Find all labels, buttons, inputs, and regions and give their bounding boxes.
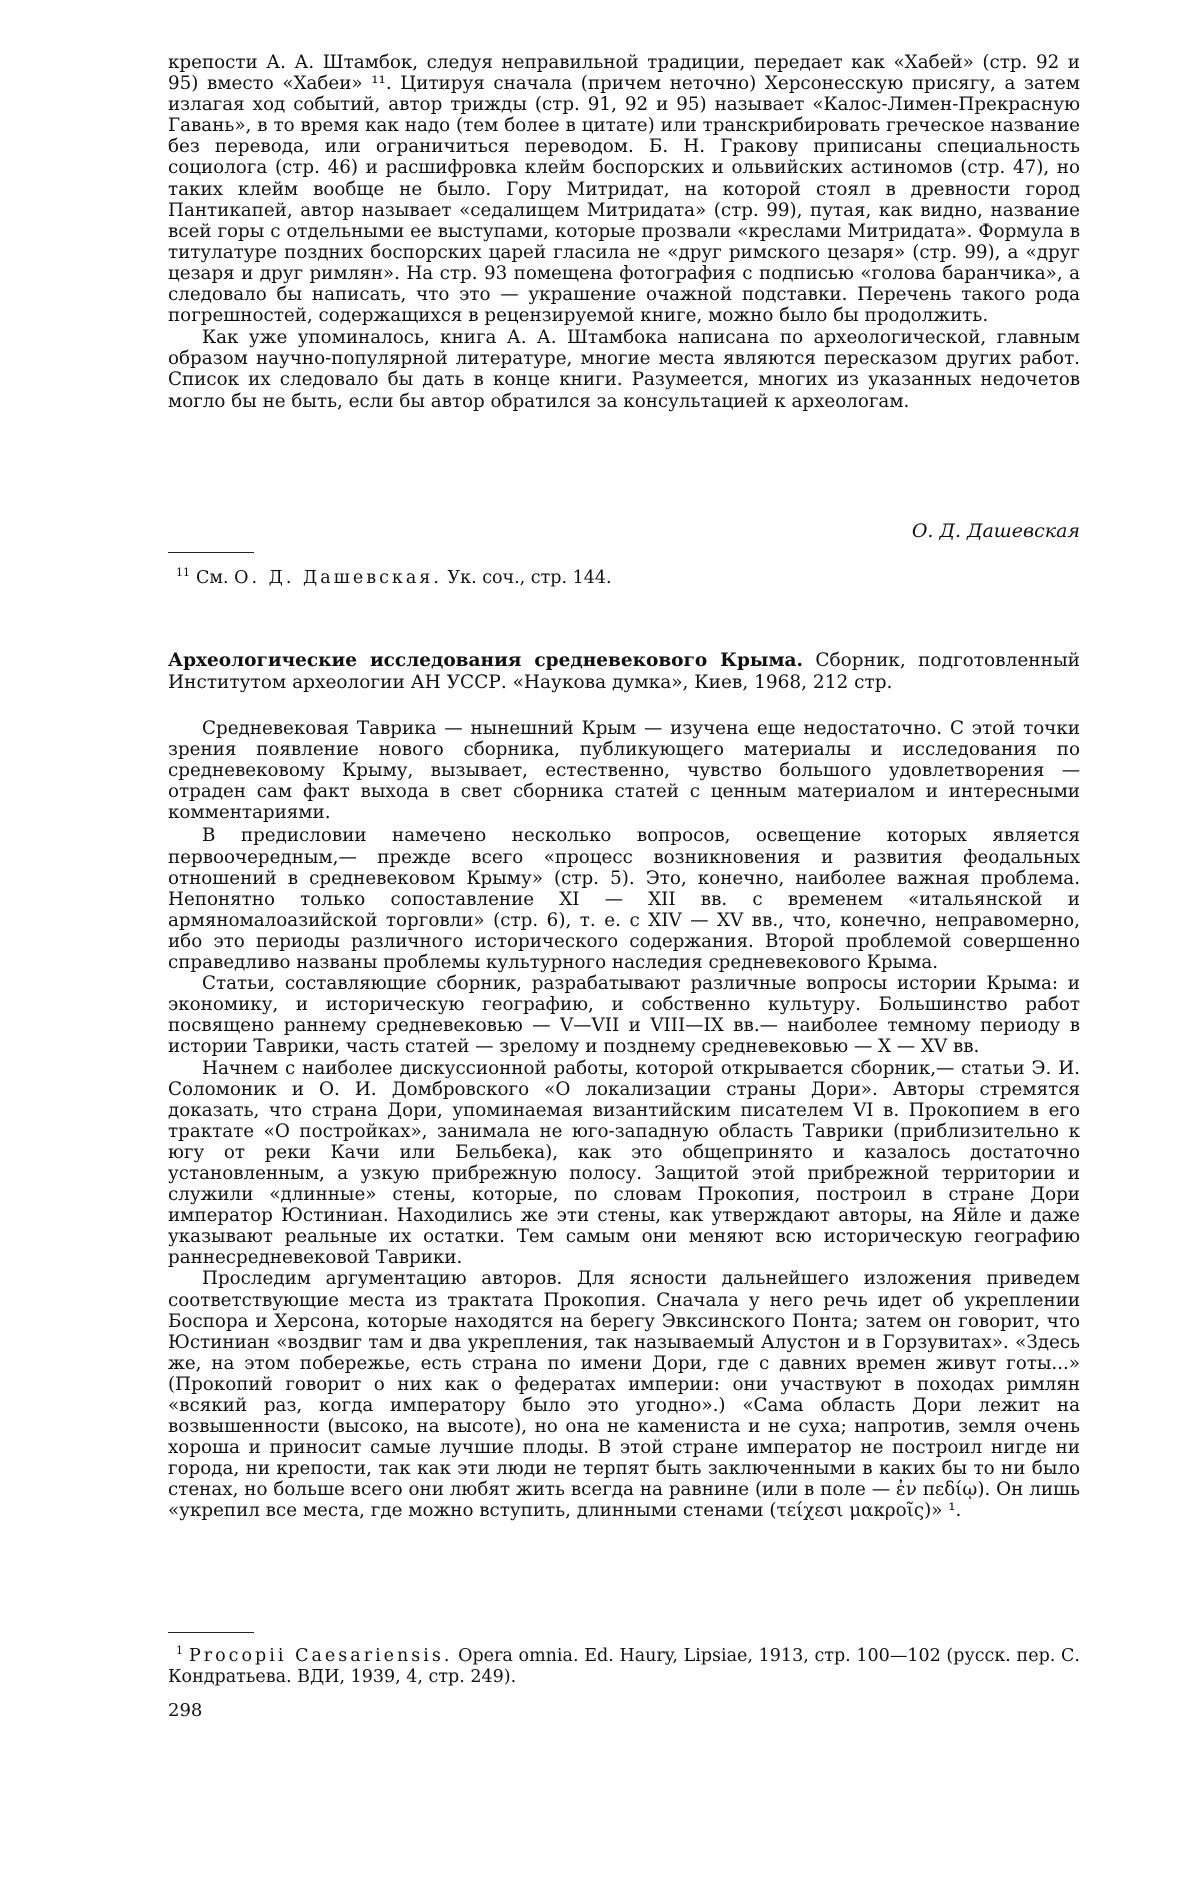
footnote-author: О. Д. Дашевская.: [234, 567, 442, 588]
footnote-text: Ук. соч., стр. 144.: [447, 567, 612, 588]
continued-review-text: [168, 52, 1080, 412]
footnote-mark: 1: [176, 1644, 183, 1657]
review-heading: [168, 650, 1080, 694]
footnote: [168, 1640, 1080, 1688]
footnote-mark: 11: [176, 566, 190, 579]
body-paragraph: В предисловии намечено несколько вопросов, освещение которых является первоочередным,— прежде всего «процесс возникновения и развития феодальных отношений в средневековом Крыму» (стр. 5). Это, конечно, наиболее важная проблема. Непонятно только сопоставление XI — XII вв. с временем «итальянской и армяномалоазийской торговли» (стр. 6), т. е. с XIV — XV вв., что, конечно, неправомерно, ибо это периоды различного исторического содержания. Второй проблемой совершенно справедливо названы проблемы культурного наследия средневекового Крыма.: [168, 825, 1080, 974]
footnote: [168, 562, 1080, 589]
body-paragraph: Как уже упоминалось, книга А. А. Штамбока написана по археологической, главным образом научно-популярной литературе, многие места являются пересказом других работ. Список их следовало бы дать в конце книги. Разумеется, многих из указанных недочетов могло бы не быть, если бы автор обратился за консультацией к археологам.: [168, 327, 1080, 412]
reviewer-signature: О. Д. Дашевская: [911, 520, 1080, 542]
body-paragraph: Статьи, составляющие сборник, разрабатывают различные вопросы истории Крыма: и экономику, и историческую географию, и собственно культуру. Большинство работ посвящено раннему средневековью — V—VII и VIII—IX вв.— наиболее темному периоду в истории Таврики, часть статей — зрелому и позднему средневековью — X — XV вв.: [168, 973, 1080, 1058]
review-body: [168, 718, 1080, 1522]
footnote-prefix: См.: [196, 567, 229, 588]
book-title: Археологические исследования средневекового Крыма.: [168, 650, 803, 671]
footnote-text: Opera omnia. Ed. Haury, Lipsiae, 1913, стр. 100—102 (русск. пер. С. Кондратьева. ВДИ, 1939, 4, стр. 249).: [168, 1645, 1080, 1687]
footnote-author: Procopii Caesariensis.: [189, 1645, 453, 1666]
book-details: Сборник, подготовленный Институтом археологии АН УССР. «Наукова думка», Киев, 1968, 212 стр.: [168, 650, 1080, 693]
footnote-divider: [168, 552, 254, 553]
body-paragraph: Проследим аргументацию авторов. Для ясности дальнейшего изложения приведем соответствующие места из трактата Прокопия. Сначала у него речь идет об укреплении Боспора и Херсона, которые находятся на берегу Эвксинского Понта; затем он говорит, что Юстиниан «воздвиг там и два укрепления, так называемый Алустон и в Горзувитах». «Здесь же, на этом побережье, есть страна по имени Дори, где с давних времен живут готы...» (Прокопий говорит о них как о федератах империи: они участвуют в походах римлян «всякий раз, когда императору было это угодно».) «Сама область Дори лежит на возвышенности (высоко, на высоте), но она не камениста и не суха; напротив, земля очень хороша и приносит самые лучшие плоды. В этой стране император не построил нигде ни города, ни крепости, так как эти люди не терпят быть заключенными в каких бы то ни было стенах, но больше всего они любят жить всегда на равнине (или в поле — ἐν πεδίῳ). Он лишь «укрепил все места, где можно вступить, длинными стенами (τείχεσι μακροῖς)» ¹.: [168, 1268, 1080, 1522]
footnote-divider: [168, 1632, 254, 1633]
body-paragraph: Начнем с наиболее дискуссионной работы, которой открывается сборник,— статьи Э. И. Соломоник и О. И. Домбровского «О локализации страны Дори». Авторы стремятся доказать, что страна Дори, упоминаемая византийским писателем VI в. Прокопием в его трактате «О постройках», занимала не юго-западную область Таврики (приблизительно к югу от реки Качи или Бельбека), как это общепринято и казалось достаточно установленным, а узкую прибрежную полосу. Защитой этой прибрежной территории и служили «длинные» стены, которые, по словам Прокопия, построил в стране Дори император Юстиниан. Находились же эти стены, как утверждают авторы, на Яйле и даже указывают реальные их остатки. Тем самым они меняют всю историческую географию раннесредневековой Таврики.: [168, 1057, 1080, 1269]
page-number: 298: [168, 1700, 203, 1721]
body-paragraph: крепости А. А. Штамбок, следуя неправильной традиции, передает как «Хабей» (стр. 92 и 95) вместо «Хабеи» ¹¹. Цитируя сначала (причем неточно) Херсонесскую присягу, а затем излагая ход событий, автор трижды (стр. 91, 92 и 95) называет «Калос-Лимен-Прекрасную Гавань», в то время как надо (тем более в цитате) или транскрибировать греческое название без перевода, или ограничиться переводом. Б. Н. Гракову приписаны специальность социолога (стр. 46) и расшифровка клейм боспорских и ольвийских астиномов (стр. 47), но таких клейм вообще не было. Гору Митридат, на которой стоял в древности город Пантикапей, автор называет «седалищем Митридата» (стр. 99), путая, как видно, название всей горы с отдельными ее выступами, которые прозвали «креслами Митридата». Формула в титулатуре поздних боспорских царей гласила не «друг римского цезаря» (стр. 99), а «друг цезаря и друг римлян». На стр. 93 помещена фотография с подписью «голова баранчика», а следовало бы написать, что это — украшение очажной подставки. Перечень такого рода погрешностей, содержащихся в рецензируемой книге, можно было бы продолжить.: [168, 52, 1080, 327]
body-paragraph: Средневековая Таврика — нынешний Крым — изучена еще недостаточно. С этой точки зрения появление нового сборника, публикующего материалы и исследования по средневековому Крыму, вызывает, естественно, чувство большого удовлетворения — отраден сам факт выхода в свет сборника статей с ценным материалом и интересными комментариями.: [168, 718, 1080, 824]
